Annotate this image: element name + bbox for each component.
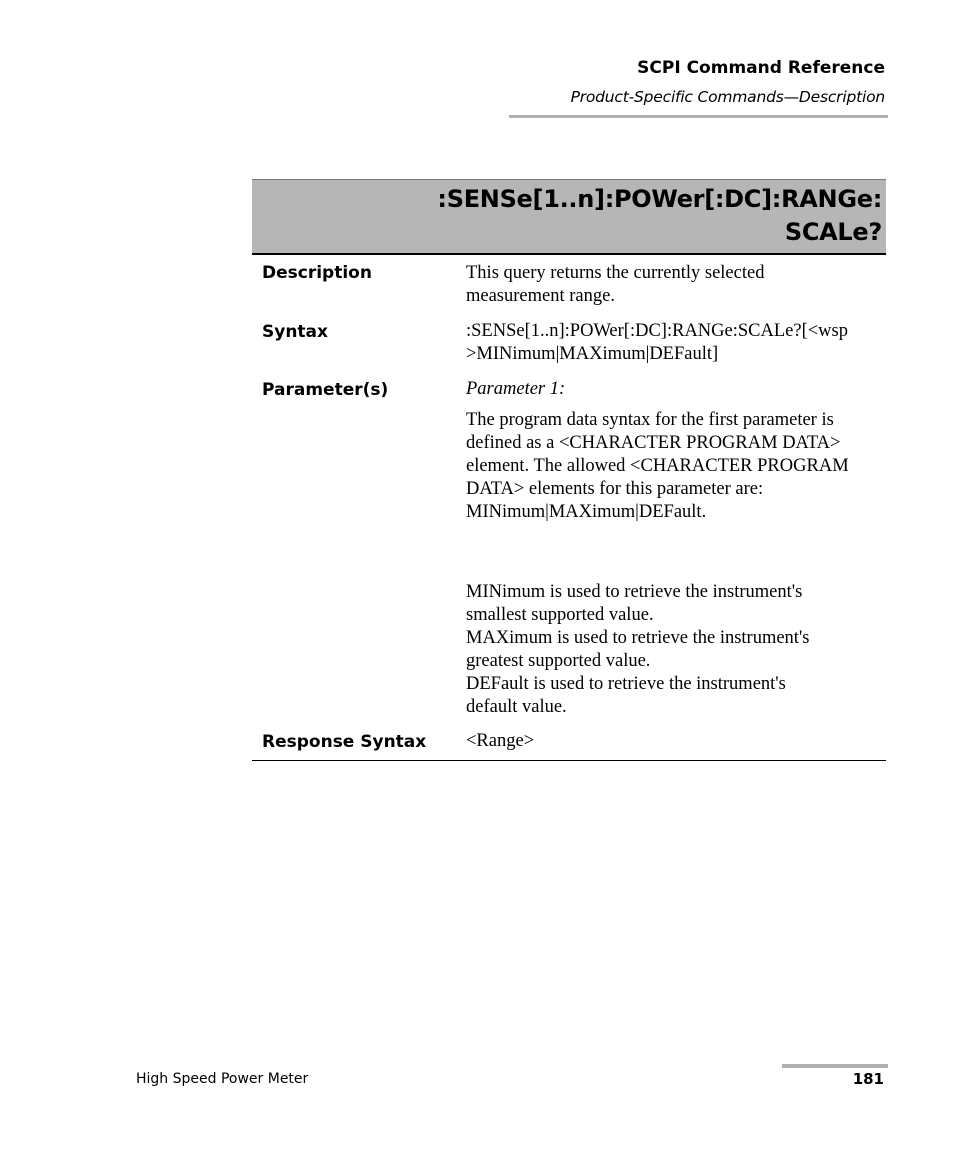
header-title: SCPI Command Reference	[637, 58, 885, 78]
syntax-text: :SENSe[1..n]:POWer[:DC]:RANGe:SCALe?[<wsp >MINimum|MAXimum|DEFault]	[466, 321, 848, 364]
parameter-text: The program data syntax for the first parameter is defined as a <CHARACTER PROGRAM DATA> element. The allowed <CHARACTER PROGRAM DATA> elements for this parameter are: MINimum|MAXimum|DEFault.	[466, 410, 849, 522]
table-bottom-divider	[252, 760, 886, 761]
parameter-heading: Parameter 1:	[466, 379, 566, 399]
header-subtitle: Product-Specific Commands—Description	[570, 88, 885, 106]
footer-product: High Speed Power Meter	[136, 1071, 309, 1087]
description-text: This query returns the currently selected measurement range.	[466, 263, 765, 306]
header-divider	[509, 115, 888, 118]
command-title: :SENSe[1..n]:POWer[:DC]:RANGe: SCALe?	[437, 185, 882, 246]
parameter-notes: MINimum is used to retrieve the instrument's smallest supported value. MAXimum is used to retrieve the instrument's greatest supported value. DEFault is used to retrieve the instrument's default value.	[466, 582, 810, 717]
response-syntax-label: Response Syntax	[262, 732, 427, 752]
command-title-box	[252, 179, 886, 255]
page-number: 181	[852, 1070, 884, 1088]
parameters-label: Parameter(s)	[262, 380, 389, 400]
response-syntax-text: <Range>	[466, 731, 535, 751]
footer-divider	[782, 1064, 888, 1068]
syntax-label: Syntax	[262, 322, 328, 342]
description-label: Description	[262, 263, 372, 283]
